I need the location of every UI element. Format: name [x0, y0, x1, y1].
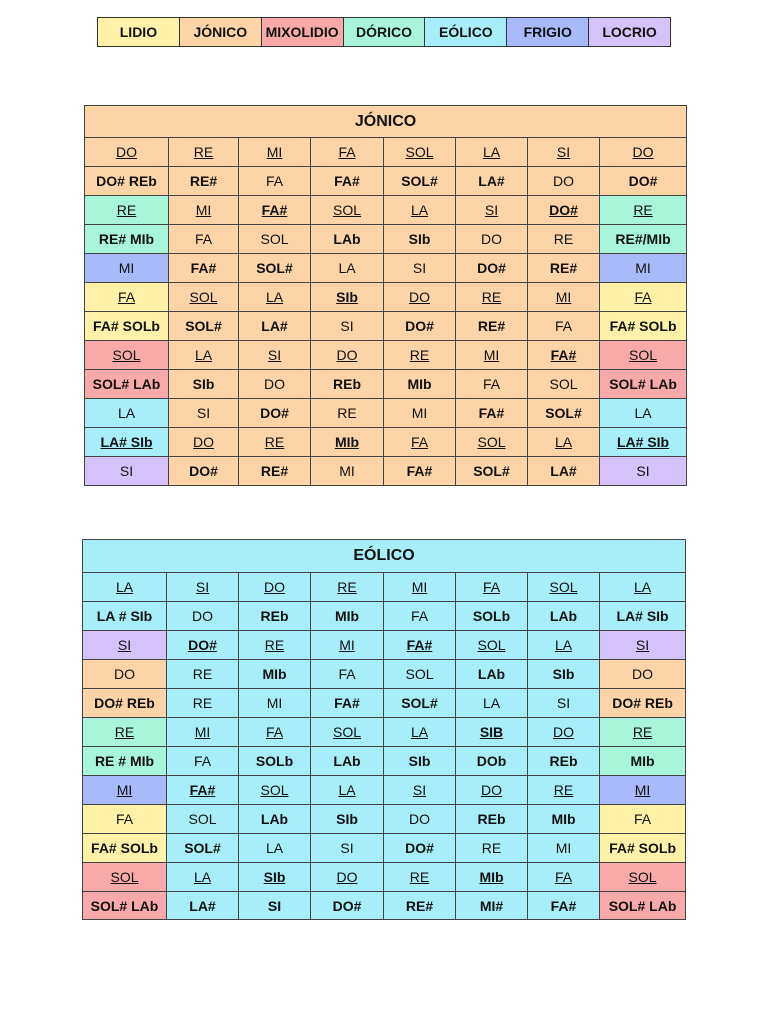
note-cell: FA# SOLb [600, 834, 686, 863]
note-cell: SOL# [456, 457, 528, 486]
note-cell: DO [600, 138, 687, 167]
note-cell: SOL [528, 370, 600, 399]
note-cell: DO [85, 138, 169, 167]
note-cell: MIb [456, 863, 528, 892]
note-cell: FA [384, 602, 456, 631]
note-cell: SOL [169, 283, 239, 312]
note-cell: DO [239, 370, 311, 399]
table-row [85, 225, 687, 254]
note-cell: DO# REb [85, 167, 169, 196]
table-row [85, 167, 687, 196]
note-cell: SOL [600, 341, 687, 370]
note-cell: LA [528, 428, 600, 457]
table-row [85, 370, 687, 399]
note-cell: SIb [311, 283, 384, 312]
note-cell: FA# SOLb [83, 834, 167, 863]
note-cell: DO [239, 573, 311, 602]
note-cell: FA# [528, 341, 600, 370]
note-cell: MIb [239, 660, 311, 689]
note-cell: MI [384, 399, 456, 428]
note-cell: RE [169, 138, 239, 167]
note-cell: SOL [456, 428, 528, 457]
note-cell: RE# MIb [85, 225, 169, 254]
note-cell: LAb [456, 660, 528, 689]
note-cell: DO# [239, 399, 311, 428]
note-cell: LA [528, 631, 600, 660]
note-cell: DO [169, 428, 239, 457]
note-cell: DO# [384, 834, 456, 863]
note-cell: FA# [311, 167, 384, 196]
note-cell: SI [600, 631, 686, 660]
note-cell: RE# [239, 457, 311, 486]
note-cell: FA# [528, 892, 600, 920]
note-cell: SI [169, 399, 239, 428]
note-cell: SOL# [528, 399, 600, 428]
note-cell: SOL [167, 805, 239, 834]
table-title: JÓNICO [85, 106, 687, 138]
note-cell: DO# REb [83, 689, 167, 718]
note-cell: RE [83, 718, 167, 747]
note-cell: SIb [169, 370, 239, 399]
note-cell: SOL [600, 863, 686, 892]
legend-item-lidio: LIDIO [98, 18, 180, 46]
note-cell: MIb [600, 747, 686, 776]
note-cell: RE [167, 660, 239, 689]
note-cell: DO [311, 863, 384, 892]
note-cell: DO# [384, 312, 456, 341]
note-cell: RE# [528, 254, 600, 283]
table-row [83, 689, 686, 718]
note-cell: RE# [169, 167, 239, 196]
note-cell: SOL [528, 573, 600, 602]
note-cell: FA [600, 283, 687, 312]
note-cell: RE# [456, 312, 528, 341]
note-cell: FA [456, 370, 528, 399]
note-cell: SI [311, 312, 384, 341]
note-cell: MI [239, 689, 311, 718]
note-cell: SOLb [239, 747, 311, 776]
note-cell: MI [600, 254, 687, 283]
note-cell: RE [384, 341, 456, 370]
note-cell: LA [600, 573, 686, 602]
note-cell: RE [384, 863, 456, 892]
note-cell: SOL# LAb [600, 370, 687, 399]
note-cell: FA [311, 660, 384, 689]
note-cell: LA [456, 689, 528, 718]
note-cell: DO [83, 660, 167, 689]
note-cell: LA [311, 776, 384, 805]
note-cell: FA# [456, 399, 528, 428]
table-row [85, 196, 687, 225]
jonico-table [84, 105, 687, 486]
table-row [83, 834, 686, 863]
table-row [83, 805, 686, 834]
note-cell: DO# [600, 167, 687, 196]
note-cell: SOLb [456, 602, 528, 631]
legend-item-dórico: DÓRICO [344, 18, 426, 46]
note-cell: DO [528, 167, 600, 196]
table-row [83, 747, 686, 776]
note-cell: SOL [239, 776, 311, 805]
note-cell: LA [456, 138, 528, 167]
note-cell: MIb [311, 602, 384, 631]
table-row [83, 660, 686, 689]
table-row [83, 602, 686, 631]
note-cell: FA [85, 283, 169, 312]
note-cell: MI [83, 776, 167, 805]
note-cell: SI [239, 341, 311, 370]
note-cell: RE [456, 283, 528, 312]
mode-color-legend [97, 17, 671, 47]
note-cell: DO [456, 776, 528, 805]
note-cell: SI [528, 689, 600, 718]
note-cell: SI [456, 196, 528, 225]
table-row [85, 341, 687, 370]
note-cell: SOL# LAb [83, 892, 167, 920]
note-cell: SIb [311, 805, 384, 834]
note-cell: SOL# LAb [85, 370, 169, 399]
table-row [85, 428, 687, 457]
note-cell: LA [239, 834, 311, 863]
note-cell: SIb [239, 863, 311, 892]
note-cell: LAb [239, 805, 311, 834]
note-cell: REb [311, 370, 384, 399]
note-cell: SI [528, 138, 600, 167]
note-cell: RE [239, 428, 311, 457]
note-cell: LA # SIb [83, 602, 167, 631]
note-cell: MI [311, 457, 384, 486]
note-cell: LA [311, 254, 384, 283]
note-cell: LAb [528, 602, 600, 631]
note-cell: LA [83, 573, 167, 602]
table-row [85, 312, 687, 341]
note-cell: SI [600, 457, 687, 486]
note-cell: MI [85, 254, 169, 283]
note-cell: SOL [311, 196, 384, 225]
note-cell: LA [167, 863, 239, 892]
note-cell: LA# [456, 167, 528, 196]
note-cell: RE [600, 718, 686, 747]
note-cell: SI [167, 573, 239, 602]
table-row [83, 631, 686, 660]
note-cell: RE [167, 689, 239, 718]
note-cell: RE [528, 776, 600, 805]
note-cell: SI [85, 457, 169, 486]
note-cell: LA# [528, 457, 600, 486]
note-cell: LA# [239, 312, 311, 341]
note-cell: MIb [311, 428, 384, 457]
note-cell: SI [83, 631, 167, 660]
note-cell: MI# [456, 892, 528, 920]
table-row [85, 457, 687, 486]
note-cell: FA# [239, 196, 311, 225]
note-cell: DO [600, 660, 686, 689]
note-cell: FA [311, 138, 384, 167]
note-cell: FA [600, 805, 686, 834]
note-cell: FA [456, 573, 528, 602]
note-cell: MI [239, 138, 311, 167]
note-cell: FA [239, 167, 311, 196]
table-row [83, 892, 686, 920]
note-cell: DO [528, 718, 600, 747]
note-cell: SIB [456, 718, 528, 747]
note-cell: DO [384, 283, 456, 312]
note-cell: FA# [311, 689, 384, 718]
note-cell: SIb [384, 747, 456, 776]
note-cell: SOL [311, 718, 384, 747]
legend-item-frigio: FRIGIO [507, 18, 589, 46]
note-cell: SOL [456, 631, 528, 660]
legend-item-mixolidio: MIXOLIDIO [262, 18, 344, 46]
note-cell: FA [239, 718, 311, 747]
note-cell: RE# [384, 892, 456, 920]
note-cell: SOL# [384, 167, 456, 196]
note-cell: SOL [384, 660, 456, 689]
note-cell: LA [384, 196, 456, 225]
note-cell: SOL# [167, 834, 239, 863]
legend-item-jónico: JÓNICO [180, 18, 262, 46]
table-row [85, 138, 687, 167]
note-cell: RE#/MIb [600, 225, 687, 254]
note-cell: MI [311, 631, 384, 660]
note-cell: FA# [167, 776, 239, 805]
note-cell: RE [239, 631, 311, 660]
note-cell: SIb [528, 660, 600, 689]
note-cell: DO [384, 805, 456, 834]
note-cell: FA [169, 225, 239, 254]
note-cell: DO# [169, 457, 239, 486]
note-cell: SOL# [239, 254, 311, 283]
note-cell: DO [167, 602, 239, 631]
note-cell: FA# [384, 457, 456, 486]
note-cell: SOL# [169, 312, 239, 341]
note-cell: LAb [311, 747, 384, 776]
note-cell: FA [528, 863, 600, 892]
note-cell: FA# SOLb [600, 312, 687, 341]
note-cell: SOL [85, 341, 169, 370]
note-cell: REb [528, 747, 600, 776]
note-cell: RE # MIb [83, 747, 167, 776]
note-cell: SI [311, 834, 384, 863]
table-row [83, 573, 686, 602]
note-cell: MI [384, 573, 456, 602]
note-cell: LAb [311, 225, 384, 254]
note-cell: RE [600, 196, 687, 225]
note-cell: LA [169, 341, 239, 370]
note-cell: SOL# [384, 689, 456, 718]
note-cell: FA [528, 312, 600, 341]
table-row [83, 776, 686, 805]
note-cell: SI [384, 776, 456, 805]
table-row [85, 283, 687, 312]
note-cell: SIb [384, 225, 456, 254]
note-cell: MI [528, 283, 600, 312]
note-cell: DO# [311, 892, 384, 920]
note-cell: MI [167, 718, 239, 747]
note-cell: SOL [384, 138, 456, 167]
note-cell: RE [311, 399, 384, 428]
note-cell: RE [311, 573, 384, 602]
note-cell: FA# [384, 631, 456, 660]
note-cell: DO [456, 225, 528, 254]
note-cell: DOb [456, 747, 528, 776]
table-row [85, 399, 687, 428]
note-cell: LA [85, 399, 169, 428]
table-title: EÓLICO [83, 540, 686, 573]
note-cell: MI [600, 776, 686, 805]
note-cell: REb [239, 602, 311, 631]
note-cell: RE [528, 225, 600, 254]
note-cell: LA [600, 399, 687, 428]
note-cell: FA [384, 428, 456, 457]
note-cell: LA# SIb [600, 428, 687, 457]
note-cell: DO# [456, 254, 528, 283]
note-cell: RE [456, 834, 528, 863]
note-cell: MIb [384, 370, 456, 399]
table-row [83, 863, 686, 892]
note-cell: LA [239, 283, 311, 312]
note-cell: FA [167, 747, 239, 776]
note-cell: LA# SIb [85, 428, 169, 457]
table-row [83, 718, 686, 747]
note-cell: MI [456, 341, 528, 370]
note-cell: FA# [169, 254, 239, 283]
note-cell: FA [83, 805, 167, 834]
note-cell: SOL# LAb [600, 892, 686, 920]
note-cell: SOL [239, 225, 311, 254]
note-cell: FA# SOLb [85, 312, 169, 341]
note-cell: MI [169, 196, 239, 225]
note-cell: MIb [528, 805, 600, 834]
note-cell: DO# REb [600, 689, 686, 718]
eolico-table [82, 539, 686, 920]
note-cell: DO [311, 341, 384, 370]
legend-item-eólico: EÓLICO [425, 18, 507, 46]
note-cell: REb [456, 805, 528, 834]
note-cell: DO# [167, 631, 239, 660]
note-cell: DO# [528, 196, 600, 225]
table-row [85, 254, 687, 283]
note-cell: MI [528, 834, 600, 863]
note-cell: LA# SIb [600, 602, 686, 631]
note-cell: LA# [167, 892, 239, 920]
note-cell: SI [384, 254, 456, 283]
note-cell: LA [384, 718, 456, 747]
note-cell: SI [239, 892, 311, 920]
legend-item-locrio: LOCRIO [589, 18, 670, 46]
note-cell: SOL [83, 863, 167, 892]
note-cell: RE [85, 196, 169, 225]
